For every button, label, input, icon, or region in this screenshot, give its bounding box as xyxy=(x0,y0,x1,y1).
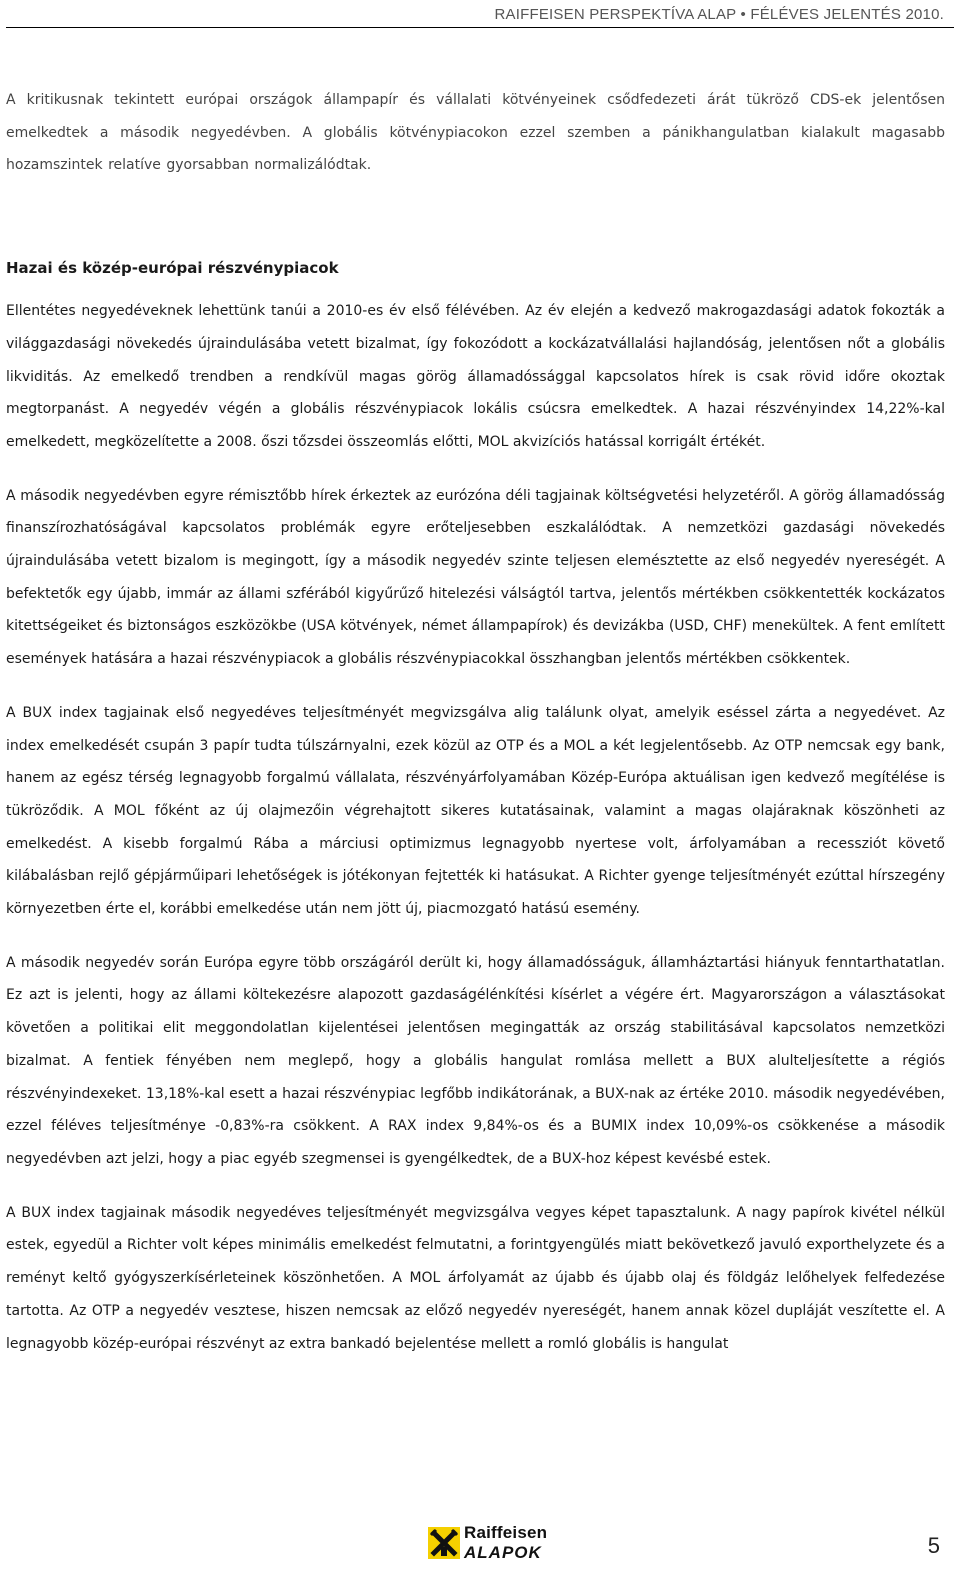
logo-wordmark-raiffeisen: Raiffeisen xyxy=(464,1523,548,1542)
intro-paragraph: A kritikusnak tekintett európai országok állampapír és vállalati kötvényeinek csődfedezeti árát tükröző CDS-ek jelentősen emelkedtek a második negyedévben. A globális kötvénypiacokon ezzel szemben a pánikhangulatban kialakult magasabb hozamszintek relatíve gyorsabban normalizálódtak. xyxy=(6,92,945,174)
page-footer xyxy=(0,1521,960,1581)
body-paragraph-3: A BUX index tagjainak első negyedéves teljesítményét megvizsgálva alig találunk olyat, amelyik eséssel zárta a negyedévet. Az index emelkedését csupán 3 papír tudta túlszárnyalni, ezek közül az OTP és a MOL a két legjelentősebb. Az OTP nemcsak egy bank, hanem az egész térség legnagyobb forgalmú vállalata, részvényárfolyamában Közép-Európa aktuálisan igen kedvező megítélése is tükröződik. A MOL főként az új olajmezőin végrehajtott sikeres kutatásainak, valamint a magas olajáraknak köszönheti az emelkedést. A kisebb forgalmú Rába a márciusi optimizmus legnagyobb nyertese volt, árfolyamában a recessziót követő kilábalásban rejlő gépjárműipari lehetőségek is jótékonyan fejtették ki hatásukat. A Richter gyenge teljesítményét ezúttal hírszegény környezetben érte el, korábbi emelkedése után nem jött új, piacmozgató hatású esemény. xyxy=(6,704,945,918)
document-body xyxy=(6,84,945,1360)
body-paragraph-1: Ellentétes negyedéveknek lehettünk tanúi a 2010-es év első félévében. Az év elején a kedvező makrogazdasági adatok fokozták a világgazdasági növekedés újraindulásába vetett bizalmat, így fokozódott a kockázatvállalási hajlandóság, jelentősen nőt a globális likviditás. Az emelkedő trendben a rendkívül magas görög államadóssággal kapcsolatos hírek is csak rövid időre okoztak megtorpanást. A negyedév végén a globális részvénypiacok lokális csúcsra emelkedtek. A hazai részvényindex 14,22%-kal emelkedett, megközelítette a 2008. őszi tőzsdei összeomlás előtti, MOL akvizíciós hatással korrigált értékét. xyxy=(6,303,945,450)
header-separator: • xyxy=(740,6,746,23)
section-heading: Hazai és közép-európai részvénypiacok xyxy=(6,259,339,278)
header-rule xyxy=(6,27,954,28)
header-title-report: FÉLÉVES JELENTÉS 2010. xyxy=(750,6,944,23)
header-title-fund: RAIFFEISEN PERSPEKTÍVA ALAP xyxy=(494,6,737,23)
body-paragraph-4: A második negyedév során Európa egyre több országáról derült ki, hogy államadósságuk, államháztartási hiányuk fenntarthatatlan. Ez azt is jelenti, hogy az állami költekezésre alapozott gazdaságélénkítési kísérlet a végére ért. Magyarországon a választásokat követően a politikai elit meggondolatlan kijelentései jelentősen megingatták az ország stabilitásával kapcsolatos nemzetközi bizalmat. A fentiek fényében nem meglepő, hogy a globális hangulat romlása mellett a BUX alulteljesítette a régiós részvényindexeket. 13,18%-kal esett a hazai részvénypiac legfőbb indikátorának, a BUX-nak az értéke 2010. második negyedévében, ezzel féléves teljesítménye -0,83%-ra csökkent. A RAX index 9,84%-os és a BUMIX index 10,09%-os csökkenése a második negyedévben azt jelzi, hogy a piac egyéb szegmensei is gyengélkedtek, de a BUX-hoz képest kevésbé estek. xyxy=(6,954,945,1167)
raiffeisen-gable-cross-icon xyxy=(428,1527,460,1559)
body-paragraph-2: A második negyedévben egyre rémisztőbb hírek érkeztek az eurózóna déli tagjainak költségvetési helyzetéről. A görög államadósság finanszírozhatóságával kapcsolatos problémák egyre erőteljesebben eszkalálódtak. A nemzetközi gazdasági növekedés újraindulásába vetett bizalom is megingott, így a második negyedév szinte teljesen elemésztette az első negyedév nyereségét. A befektetők egy újabb, immár az állami szférából kigyűrűző hitelezési válságtól tartva, jelentős mértékben csökkentették kockázatos kitettségeiket és biztonságos eszközökbe (USA kötvények, német állampapírok) és devizákba (USD, CHF) menekültek. A fent említett események hatására a hazai részvénypiacok a globális részvénypiacokkal összhangban jelentős mértékben csökkentek. xyxy=(6,487,945,668)
logo-wordmark-alapok: ALAPOK xyxy=(464,1543,542,1562)
page-number: 5 xyxy=(927,1533,940,1558)
running-header xyxy=(495,6,944,23)
raiffeisen-alapok-logo xyxy=(428,1523,558,1567)
body-paragraph-5: A BUX index tagjainak második negyedéves teljesítményét megvizsgálva vegyes képet tapasztalunk. A nagy papírok kivétel nélkül estek, egyedül a Richter volt képes minimális emelkedést felmutatni, a forintgyengülés miatt bekövetkező javuló exporthelyzete és a reményt keltő gyógyszerkísérleteinek köszönhetően. A MOL árfolyamát az újabb és újabb olaj és földgáz lelőhelyek felfedezése tartotta. Az OTP a negyedév vesztese, hiszen nemcsak az előző negyedév nyereségét, hanem annak közel dupláját veszítette el. A legnagyobb közép-európai részvényt az extra bankadó bejelentése mellett a romló globális is hangulat xyxy=(6,1204,945,1352)
